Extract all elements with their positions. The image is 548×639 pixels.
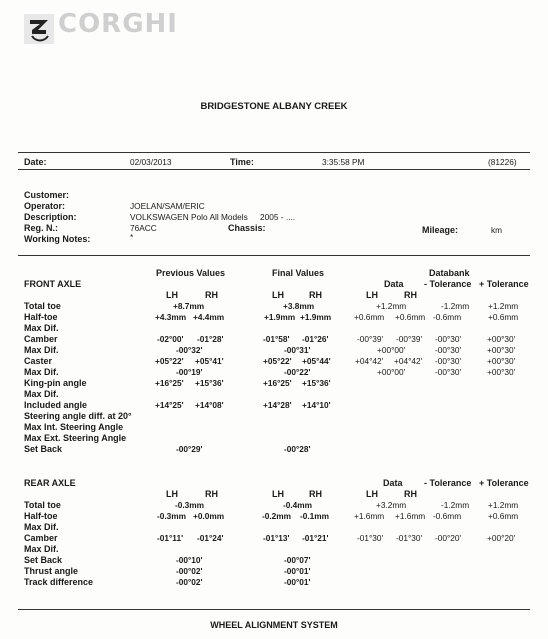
front-caster-prev-lh: +05°22' [155,356,184,366]
rear-label-track: Track difference [24,577,94,587]
tol-minus-header: - Tolerance [424,279,472,289]
front-caster-data-rh: +04°42' [394,356,423,366]
front-camber-prev-lh: -02°00' [157,334,184,344]
rear-track-final: -00°01' [284,577,311,587]
rear-total-toe-tplus: +1.2mm [488,500,519,510]
reg-value: 76ACC [130,223,157,233]
operator-value: JOELAN/SAM/ERIC [130,201,205,211]
rear-track-prev: -00°02' [176,577,203,587]
front-kingpin-prev-rh: +15°36' [195,378,224,388]
final-lh: LH [272,290,284,300]
prev-lh: LH [166,290,178,300]
rear-half-toe-prev-rh: +0.0mm [193,511,225,521]
rear-camber-data-rh: -01°30' [396,533,423,543]
front-caster-tmin: -00°30' [435,356,462,366]
rear-label-camber-dif: Max Dif. [24,544,59,554]
rear-setback-prev: -00°10' [176,555,203,565]
front-label-caster-dif: Max Dif. [24,367,59,377]
front-total-toe-data: +1.2mm [376,301,407,311]
front-camber-dif-data: +00°00' [377,345,406,355]
front-caster-dif-data: +00°00' [377,367,406,377]
rear-thrust-prev: -00°02' [176,566,203,576]
rear-total-toe-prev: -0.3mm [175,500,205,510]
front-camber-tplus: +00°30' [487,334,516,344]
data-lh: LH [366,290,378,300]
front-half-toe-data-lh: +0.6mm [354,312,385,322]
front-label-max-int-steer: Max Int. Steering Angle [24,422,124,432]
front-camber-data-lh: -00°39' [357,334,384,344]
front-label-kingpin: King-pin angle [24,378,87,388]
rear-prev-lh: LH [166,489,178,499]
front-label-setback: Set Back [24,444,63,454]
rear-camber-final-rh: -01°21' [302,533,329,543]
front-label-max-dif: Max Dif. [24,323,59,333]
rear-total-toe-final: -0.4mm [283,500,313,510]
rear-label-thrust: Thrust angle [24,566,79,576]
front-caster-tplus: +00°30' [487,356,516,366]
description-years: 2005 - .... [260,212,296,222]
rear-half-toe-final-lh: -0.2mm [262,511,292,521]
rear-data-header: Data [383,478,403,488]
front-axle-title: FRONT AXLE [24,279,82,289]
front-caster-final-lh: +05°22' [263,356,292,366]
mileage-label: Mileage: [422,225,459,235]
front-label-camber-dif: Max Dif. [24,345,59,355]
rear-half-toe-tplus: +0.6mm [488,511,519,521]
front-caster-final-rh: +05°44' [302,356,331,366]
final-rh: RH [309,290,322,300]
front-caster-dif-prev: -00°19' [176,367,203,377]
front-half-toe-data-rh: +0.6mm [395,312,426,322]
front-label-camber: Camber [24,334,58,344]
mileage-unit: km [491,225,503,235]
front-setback-prev: -00°29' [176,444,203,454]
data-header: Data [384,279,404,289]
front-label-steer-diff: Steering angle diff. at 20° [24,411,132,421]
chassis-label: Chassis: [228,223,266,233]
description-label: Description: [24,212,77,222]
rear-camber-tplus: +00°20' [487,533,516,543]
front-kingpin-final-lh: +16°25' [263,378,292,388]
front-half-toe-prev-lh: +4.3mm [155,312,187,322]
notes-label: Working Notes: [24,234,91,244]
front-label-half-toe: Half-toe [24,312,58,322]
rear-total-toe-tmin: -1.2mm [441,500,470,510]
front-total-toe-tplus: +1.2mm [488,301,519,311]
operator-label: Operator: [24,201,66,211]
front-camber-tmin: -00°30' [435,334,462,344]
date-label: Date: [24,157,47,167]
front-label-caster: Caster [24,356,53,366]
final-values-header: Final Values [272,268,325,278]
date-value: 02/03/2013 [130,157,172,167]
front-camber-dif-prev: -00°32' [176,345,203,355]
front-kingpin-prev-lh: +16°25' [155,378,184,388]
time-value: 3:35:58 PM [322,157,365,167]
rear-label-half-toe: Half-toe [24,511,58,521]
footer-title: WHEEL ALIGNMENT SYSTEM [210,620,338,630]
front-camber-final-lh: -01°58' [263,334,290,344]
rear-camber-final-lh: -01°13' [263,533,290,543]
rear-label-setback: Set Back [24,555,63,565]
rear-axle-title: REAR AXLE [24,478,76,488]
front-included-final-lh: +14°28' [263,400,292,410]
front-caster-prev-rh: +05°41' [195,356,224,366]
prev-values-header: Previous Values [156,268,226,278]
front-half-toe-final-rh: +1.9mm [300,312,332,322]
rear-half-toe-final-rh: -0.1mm [300,511,330,521]
prev-rh: RH [205,290,218,300]
front-camber-final-rh: -01°26' [302,334,329,344]
rear-camber-prev-rh: -01°24' [197,533,224,543]
rear-half-toe-tmin: -0.6mm [433,511,462,521]
rear-half-toe-data-lh: +1.6mm [354,511,385,521]
front-half-toe-prev-rh: +4.4mm [193,312,225,322]
front-half-toe-tplus: +0.6mm [488,312,519,322]
rear-label-camber: Camber [24,533,58,543]
tol-plus-header: + Tolerance [479,279,529,289]
report-code: (81226) [488,157,517,167]
notes-value: * [130,232,134,242]
rear-label-max-dif: Max Dif. [24,522,59,532]
rear-camber-data-lh: -01°30' [357,533,384,543]
rear-camber-tmin: -00°20' [435,533,462,543]
rear-total-toe-data: +3.2mm [376,500,407,510]
rear-setback-final: -00°07' [284,555,311,565]
data-rh: RH [404,290,417,300]
front-included-final-rh: +14°10' [302,400,331,410]
rear-data-lh: LH [366,489,378,499]
front-included-prev-rh: +14°08' [195,400,224,410]
front-total-toe-tmin: -1.2mm [441,301,470,311]
front-caster-dif-tplus: +00°30' [487,367,516,377]
front-half-toe-final-lh: +1.9mm [264,312,296,322]
front-caster-dif-final: -00°22' [284,367,311,377]
front-total-toe-prev: +8.7mm [173,301,205,311]
front-half-toe-tmin: -0.6mm [433,312,462,322]
customer-label: Customer: [24,190,70,200]
rear-final-lh: LH [272,489,284,499]
front-label-kingpin-dif: Max Dif. [24,389,59,399]
page-title: BRIDGESTONE ALBANY CREEK [200,101,348,112]
front-label-total-toe: Total toe [24,301,61,311]
front-caster-data-lh: +04°42' [355,356,384,366]
rear-thrust-final: -00°01' [284,566,311,576]
rear-data-rh: RH [404,489,417,499]
front-included-prev-lh: +14°25' [155,400,184,410]
databank-header: Databank [429,268,470,278]
front-setback-final: -00°28' [284,444,311,454]
brand-logo-text: CORGHI [58,9,178,39]
rear-prev-rh: RH [205,489,218,499]
rear-half-toe-prev-lh: -0.3mm [157,511,187,521]
description-value: VOLKSWAGEN Polo All Models [130,212,248,222]
rear-half-toe-data-rh: +1.6mm [395,511,426,521]
front-total-toe-final: +3.8mm [283,301,315,311]
front-caster-dif-tmin: -00°30' [435,367,462,377]
front-camber-data-rh: -00°39' [396,334,423,344]
front-camber-dif-final: -00°31' [284,345,311,355]
rear-camber-prev-lh: -01°11' [157,533,184,543]
front-kingpin-final-rh: +15°36' [302,378,331,388]
reg-label: Reg. N.: [24,223,59,233]
rear-label-total-toe: Total toe [24,500,61,510]
front-label-max-ext-steer: Max Ext. Steering Angle [24,433,127,443]
front-camber-prev-rh: -01°28' [197,334,224,344]
front-label-included: Included angle [24,400,88,410]
corghi-logo-icon [24,14,54,44]
rear-tol-minus-header: - Tolerance [424,478,472,488]
rear-final-rh: RH [309,489,322,499]
front-camber-dif-tmin: -00°30' [435,345,462,355]
time-label: Time: [230,157,254,167]
rear-tol-plus-header: + Tolerance [479,478,529,488]
front-camber-dif-tplus: +00°30' [487,345,516,355]
